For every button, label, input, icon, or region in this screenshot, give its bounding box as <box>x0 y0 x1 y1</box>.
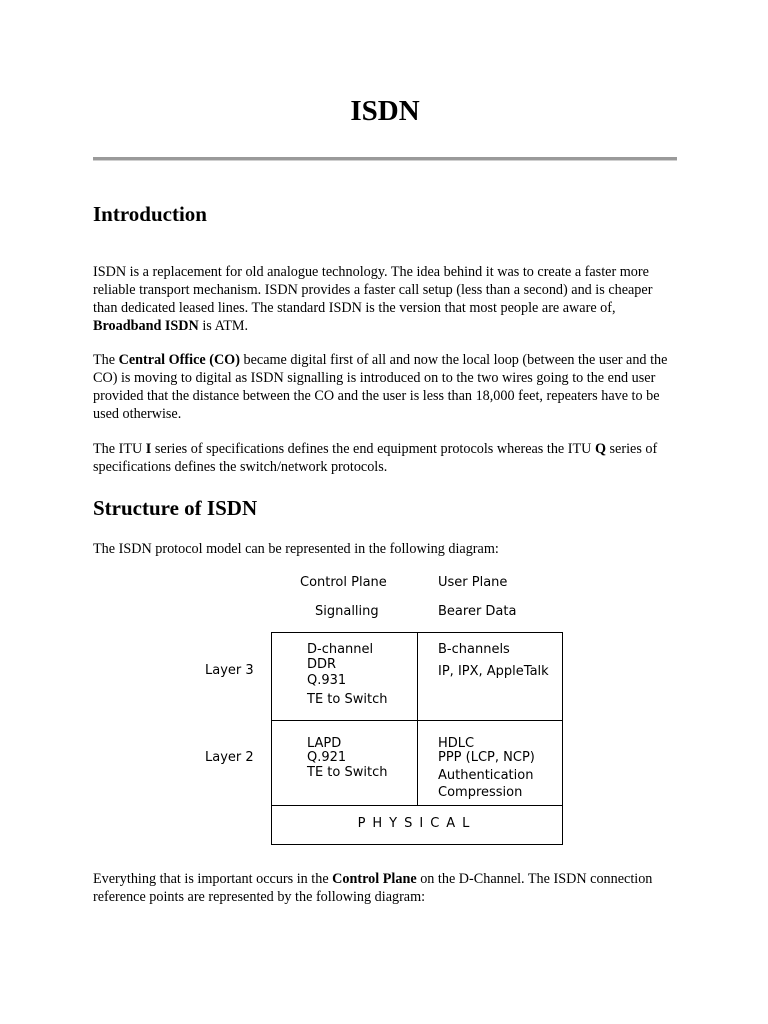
l3-control-item: Q.931 <box>307 673 347 688</box>
l3-control-item: TE to Switch <box>307 692 388 707</box>
l2-user-item: PPP (LCP, NCP) <box>438 750 535 765</box>
layer2-physical-divider <box>272 805 562 806</box>
intro-p3-text-c: series of specifications defines the end equipment protocols whereas the ITU <box>151 441 595 457</box>
l2-user-item: HDLC <box>438 736 475 751</box>
l2-control-item: TE to Switch <box>307 765 388 780</box>
l3-user-item: B-channels <box>438 642 510 657</box>
horizontal-rule <box>93 157 677 161</box>
l2-control-item: LAPD <box>307 736 342 751</box>
l2-user-item: Authentication <box>438 768 534 783</box>
page-title: ISDN <box>350 95 420 127</box>
intro-p2-text-a: The <box>93 352 119 368</box>
intro-p1-text-c: is ATM. <box>198 318 249 334</box>
l2-user-item: Compression <box>438 785 523 800</box>
diagram-control-plane-label: Control Plane <box>300 575 387 590</box>
intro-paragraph-2 <box>93 351 677 423</box>
diagram-user-plane-label: User Plane <box>438 575 508 590</box>
section-heading-structure: Structure of ISDN <box>93 496 258 520</box>
diagram-signalling-label: Signalling <box>315 604 379 619</box>
protocol-layer-box <box>271 632 563 845</box>
physical-layer-label: PHYSICAL <box>357 816 477 831</box>
intro-p2-bold: Central Office (CO) <box>118 352 240 368</box>
diagram-layer2-label: Layer 2 <box>205 750 254 765</box>
intro-p3-bold-q: Q <box>594 441 606 457</box>
section-heading-introduction: Introduction <box>93 202 207 226</box>
isdn-protocol-model-diagram <box>93 570 677 850</box>
intro-p3-text-e: series of specifications defines the switch/network protocols. <box>93 441 658 475</box>
diagram-bearer-data-label: Bearer Data <box>438 604 517 619</box>
intro-p3-text-a: The ITU <box>93 441 146 457</box>
structure-p2-text-c: on the D-Channel. The ISDN connection reference points are represented by the following diagram: <box>93 871 653 905</box>
intro-p3-bold-i: I <box>145 441 152 457</box>
l3-user-item: IP, IPX, AppleTalk <box>438 664 549 679</box>
structure-p2-bold: Control Plane <box>332 871 417 887</box>
structure-p2-text-a: Everything that is important occurs in the <box>93 871 333 887</box>
structure-paragraph-1: The ISDN protocol model can be represented in the following diagram: <box>93 541 499 557</box>
diagram-layer3-label: Layer 3 <box>205 663 254 678</box>
intro-p1-bold: Broadband ISDN <box>93 318 199 334</box>
structure-paragraph-2 <box>93 870 677 906</box>
layer3-layer2-divider <box>272 720 562 721</box>
intro-paragraph-1 <box>93 263 677 335</box>
intro-p2-text-c: became digital first of all and now the local loop (between the user and the CO) is moving to digital as ISDN signalling is introduced on to the two wires going to the end user provided that the distance between the CO and the user is less than 18,000 feet, repeaters have to be used otherwise. <box>93 352 668 422</box>
l3-control-item: D-channel <box>307 642 374 657</box>
intro-paragraph-3 <box>93 440 677 476</box>
l3-control-item: DDR <box>307 657 337 672</box>
intro-p1-text-a: ISDN is a replacement for old analogue technology. The idea behind it was to create a faster more reliable transport mechanism. ISDN provides a faster call setup (less than a second) and is cheaper than dedicated leased lines. The standard ISDN is the version that most people are aware of, <box>93 264 653 316</box>
l2-control-item: Q.921 <box>307 750 347 765</box>
plane-divider-line <box>417 633 418 805</box>
